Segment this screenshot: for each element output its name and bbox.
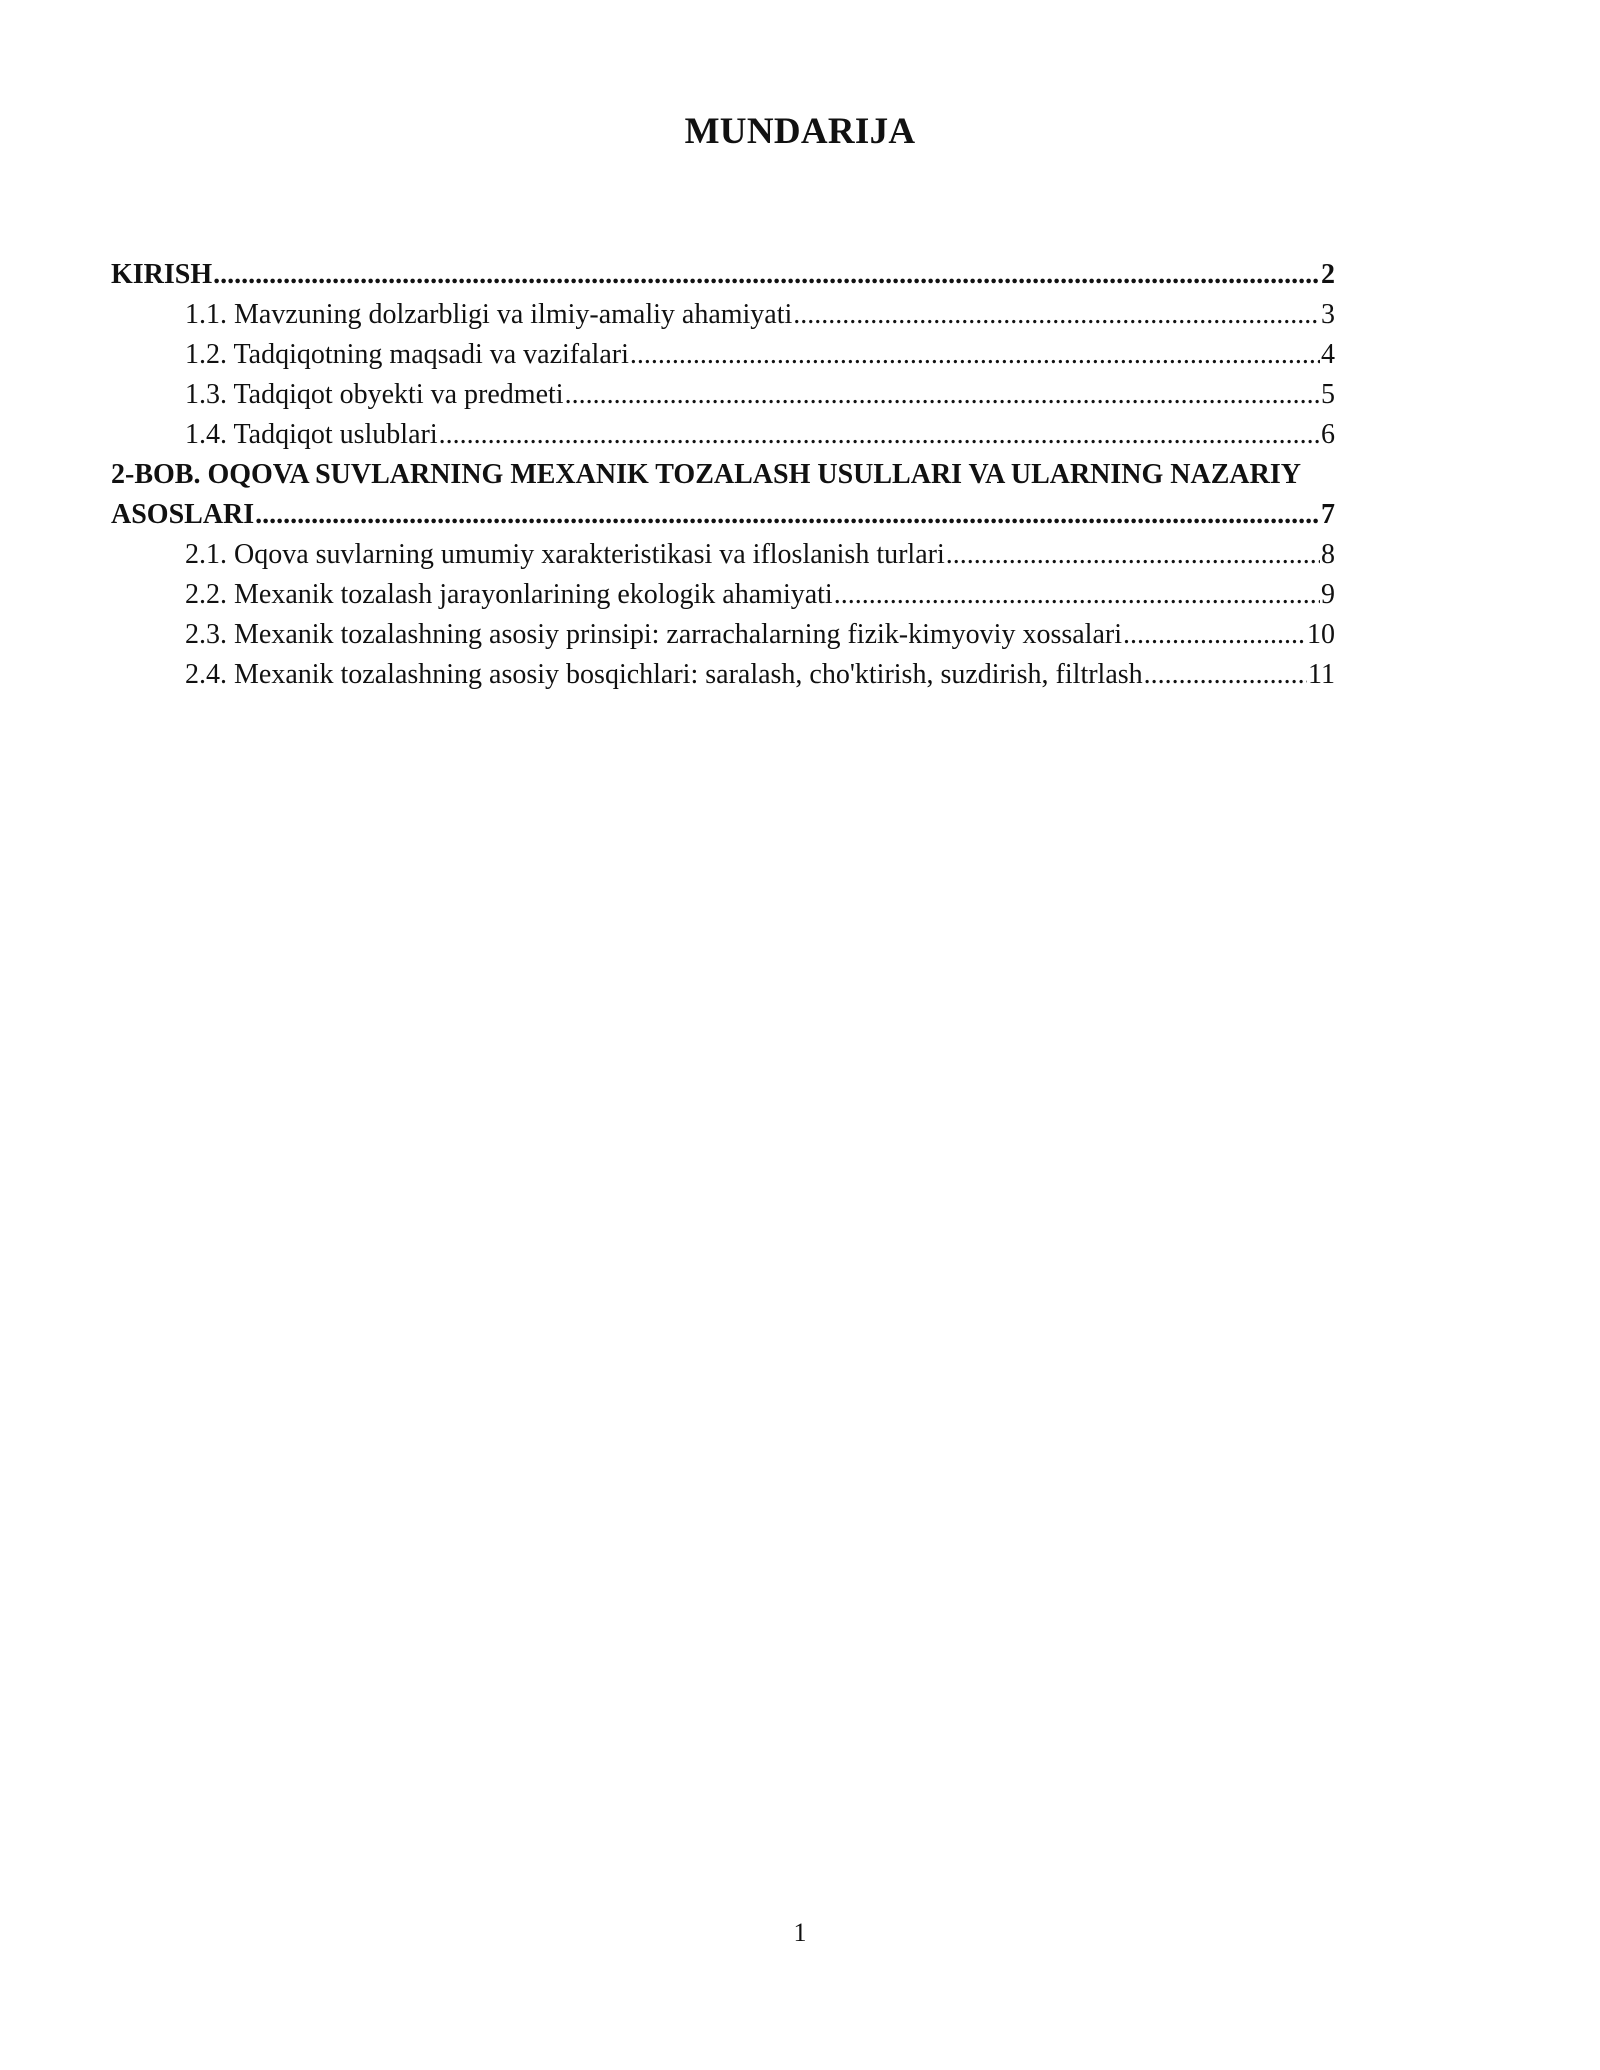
dot-leader: [630, 335, 1320, 375]
toc-entry-page: 7: [1321, 499, 1335, 530]
toc-entry-2-4[interactable]: [185, 655, 1335, 695]
dot-leader: [1144, 655, 1307, 695]
page-title: MUNDARIJA: [684, 111, 916, 152]
toc-entry-page: 9: [1321, 579, 1335, 610]
toc-entry-label: 1.1. Mavzuning dolzarbligi va ilmiy-amaliy ahamiyati: [185, 299, 793, 330]
toc-entry-2-2[interactable]: [185, 575, 1335, 615]
toc-entry-page: 11: [1308, 659, 1335, 690]
dot-leader: [213, 255, 1320, 295]
toc-entry-intro[interactable]: [111, 255, 1335, 295]
dot-leader: [834, 575, 1320, 615]
toc-entry-label: 2.2. Mexanik tozalash jarayonlarining ekologik ahamiyati: [185, 579, 833, 610]
toc-chapter-label-line1: 2-BOB. OQOVA SUVLARNING MEXANIK TOZALASH USULLARI VA ULARNING NAZARIY: [111, 459, 1301, 490]
toc-chapter-label-line2: ASOSLARI: [111, 499, 255, 530]
toc-entry-page: 2: [1321, 259, 1335, 290]
toc-entry-label: 2.1. Oqova suvlarning umumiy xarakteristikasi va ifloslanish turlari: [185, 539, 945, 570]
toc-entry-label: 2.4. Mexanik tozalashning asosiy bosqichlari: saralash, cho'ktirish, suzdirish, filtrlash: [185, 659, 1143, 690]
toc-entry-label: 2.3. Mexanik tozalashning asosiy prinsipi: zarrachalarning fizik-kimyoviy xossalari: [185, 619, 1122, 650]
toc-entry-label: KIRISH: [111, 259, 213, 290]
dot-leader: [565, 375, 1320, 415]
page-number: 1: [793, 1918, 807, 1947]
toc-entry-page: 6: [1321, 419, 1335, 450]
dot-leader: [946, 535, 1320, 575]
toc-entry-1-3[interactable]: [185, 375, 1335, 415]
dot-leader: [1123, 615, 1306, 655]
toc-entry-2-1[interactable]: [185, 535, 1335, 575]
toc-entry-page: 5: [1321, 379, 1335, 410]
toc-entry-chapter-2[interactable]: [111, 455, 1491, 535]
toc-entry-page: 4: [1321, 339, 1335, 370]
table-of-contents: [111, 255, 1491, 695]
toc-entry-page: 3: [1321, 299, 1335, 330]
toc-entry-label: 1.3. Tadqiqot obyekti va predmeti: [185, 379, 564, 410]
toc-chapter-line2: [111, 495, 1335, 535]
toc-entry-1-1[interactable]: [185, 295, 1335, 335]
dot-leader: [439, 415, 1320, 455]
toc-entry-2-3[interactable]: [185, 615, 1335, 655]
toc-entry-1-2[interactable]: [185, 335, 1335, 375]
toc-entry-label: 1.2. Tadqiqotning maqsadi va vazifalari: [185, 339, 629, 370]
toc-entry-1-4[interactable]: [185, 415, 1335, 455]
dot-leader: [793, 295, 1320, 335]
toc-entry-page: 8: [1321, 539, 1335, 570]
toc-entry-label: 1.4. Tadqiqot uslublari: [185, 419, 438, 450]
dot-leader: [255, 495, 1320, 535]
toc-entry-page: 10: [1307, 619, 1335, 650]
